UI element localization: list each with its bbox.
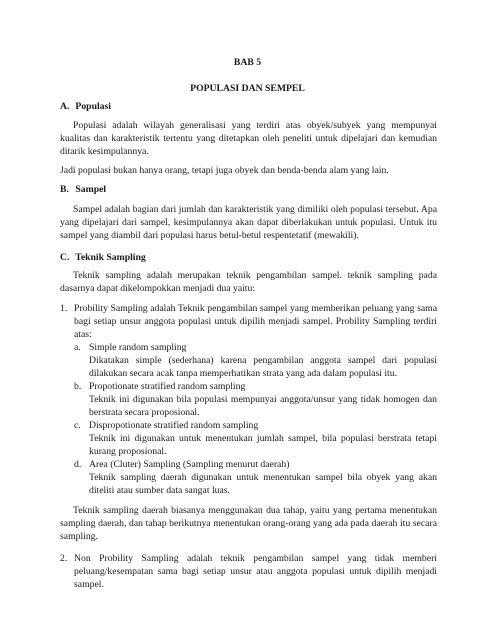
- sublist-marker: d.: [74, 459, 82, 470]
- subitem-title: Propotionate stratified random sampling: [89, 381, 246, 392]
- sublist-marker: c.: [74, 420, 81, 431]
- list-item-probility-sampling: Probility Sampling adalah Teknik pengambilan sampel yang memberikan peluang yang sama bagi setiap unsur anggota populasi untuk dipilih menjadi sampel. Probility Sampling terdiri atas:: [74, 303, 437, 341]
- section-title: Populasi: [75, 101, 111, 112]
- section-heading-sampel: [60, 183, 106, 196]
- subitem-description: Teknik sampling daerah digunakan untuk menentukan sampel bila obyek yang akan diteliti atau sumber data sangat luas.: [89, 472, 437, 497]
- section-title: Teknik Sampling: [75, 252, 146, 263]
- chapter-label: BAB 5: [233, 57, 262, 68]
- section-marker: B.: [60, 184, 69, 195]
- section-title: Sampel: [75, 184, 107, 195]
- list-marker: 1.: [60, 303, 68, 314]
- paragraph-populasi-definition: Populasi adalah wilayah generalisasi yang terdiri atas obyek/subyek yang mempunyai kualitas dan karakteristik tertentu yang ditetapkan oleh peneliti untuk dipelajari dan kemudian ditarik kesimpulannya.: [60, 120, 437, 158]
- paragraph-sampel-definition: Sampel adalah bagian dari jumlah dan karakteristik yang dimiliki oleh populasi tersebut. Apa yang dipelajari dari sampel, kesimpulannya akan dapat diberlakukan untuk populasi. Untuk itu sampel yang diambil dari populasi harus betul-betul respentetatif (mewakili).: [60, 204, 437, 242]
- paragraph-populasi-note: Jadi populasi bukan hanya orang, tetapi juga obyek dan benda-benda alam yang lain.: [60, 165, 389, 176]
- paragraph-sampling-daerah: Teknik sampling daerah biasanya menggunakan dua tahap, yaitu yang pertama menentukan sampling daerah, dan tahap berikutnya menentukan orang-orang yang ada pada daerah itu secara sampling.: [60, 505, 437, 543]
- page-title: POPULASI DAN SEMPEL: [190, 83, 305, 94]
- subitem-description: Teknik ini digunakan untuk menentukan jumlah sampel, bila populasi berstrata tetapi kurang proposional.: [89, 433, 437, 458]
- section-marker: C.: [60, 252, 70, 263]
- subitem-description: Teknik ini digunakan bila populasi mempunyai anggota/unsur yang tidak homogen dan berstrata secara proposional.: [89, 394, 437, 419]
- sublist-marker: b.: [74, 381, 82, 392]
- sublist-marker: a.: [74, 342, 81, 353]
- subitem-description: Dikatakan simple (sederhana) karena pengambilan anggota sampel dari populasi dilakukan secara acak tanpa memperhatikan strata yang ada dalam populasi itu.: [89, 355, 437, 380]
- section-marker: A.: [60, 101, 70, 112]
- paragraph-teknik-sampling-intro: Teknik sampling adalah merupakan teknik pengambilan sampel. teknik sampling pada dasarnya dapat dikelompokkan menjadi dua yaitu:: [60, 270, 437, 295]
- subitem-title: Dispropotionate stratified random sampling: [89, 420, 259, 431]
- section-heading-teknik-sampling: [60, 251, 146, 264]
- subitem-title: Simple random sampling: [89, 342, 187, 353]
- list-item-non-probility-sampling: Non Probility Sampling adalah teknik pengambilan sampel yang tidak memberi peluang/kesempatan sama bagi setiap unsur atau anggota populasi untuk dipilih menjadi sampel.: [74, 553, 437, 591]
- section-heading-populasi: [60, 100, 111, 113]
- list-marker: 2.: [60, 553, 68, 564]
- subitem-title: Area (Cluter) Sampling (Sampling menurut daerah): [89, 459, 290, 470]
